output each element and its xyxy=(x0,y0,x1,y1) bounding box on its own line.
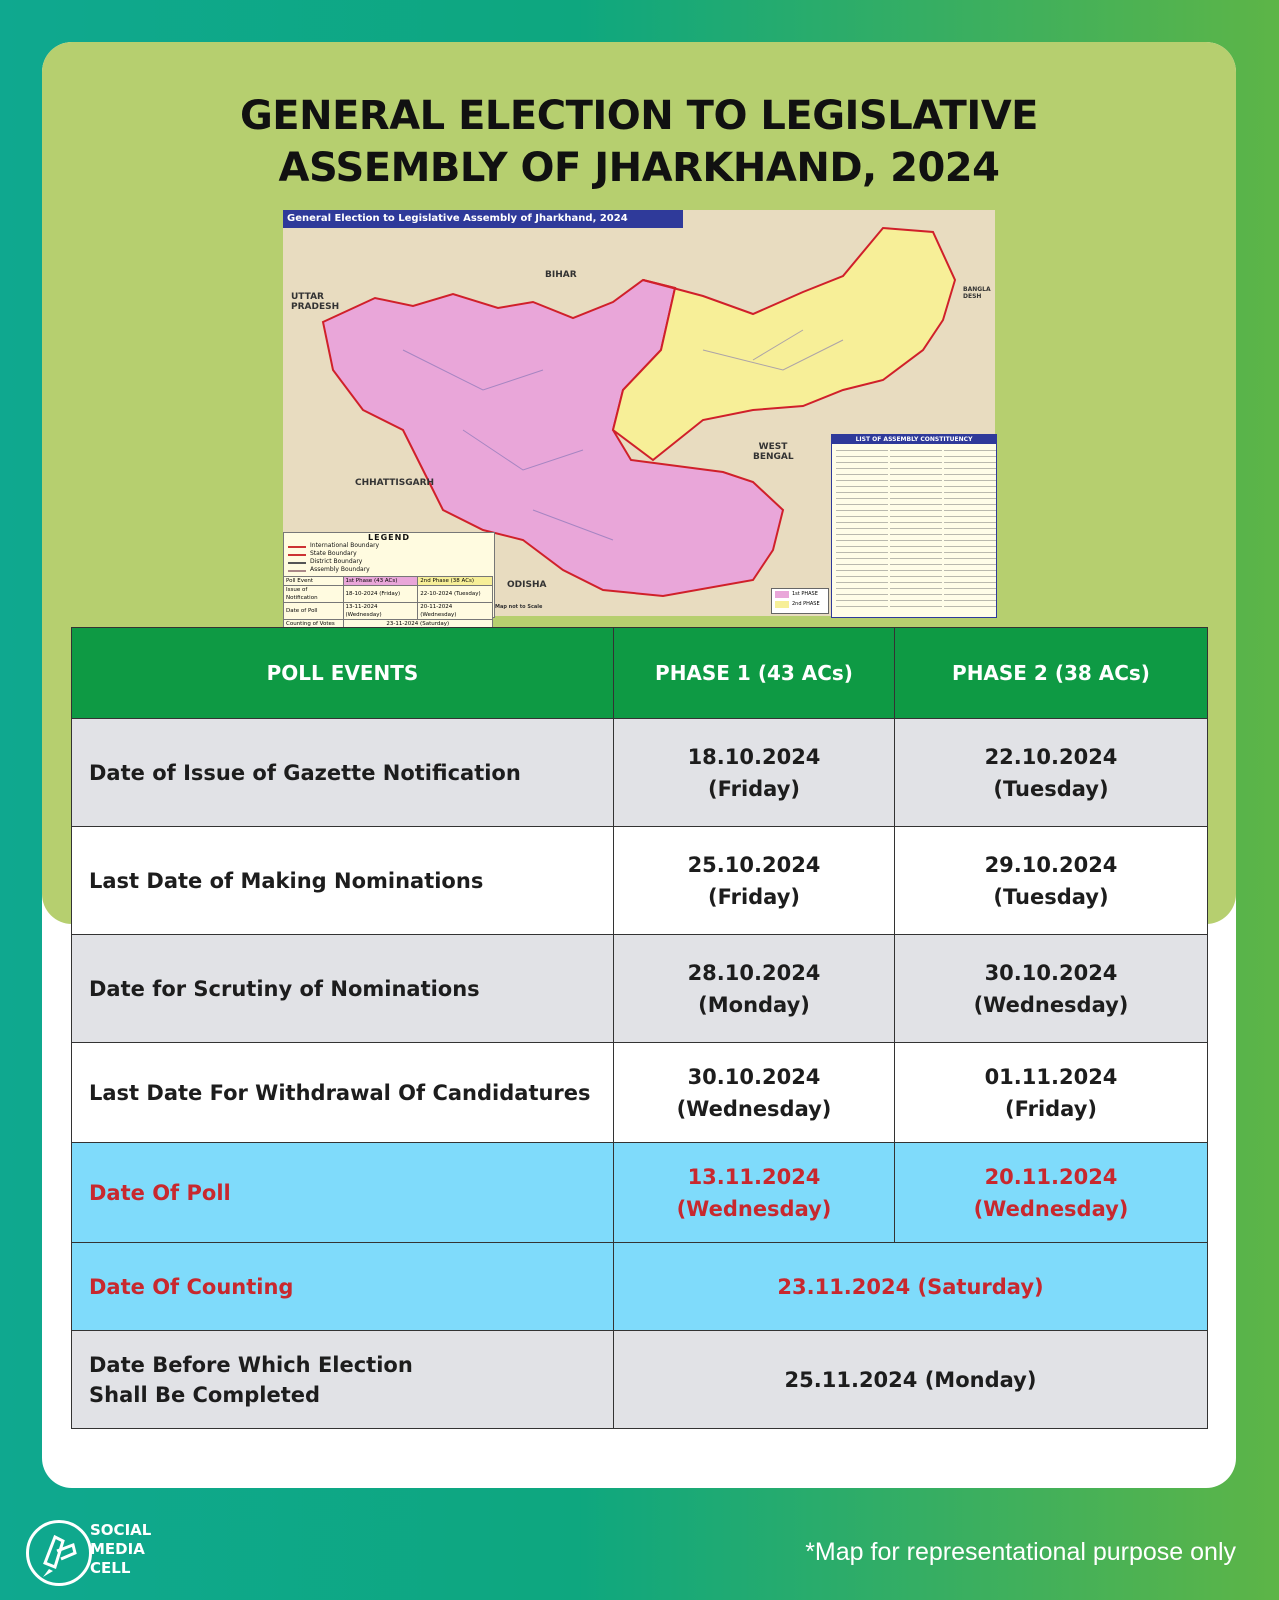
phase-key xyxy=(771,588,829,614)
header-poll-events: POLL EVENTS xyxy=(72,628,614,719)
phase2-date-cell: 01.11.2024 (Friday) xyxy=(895,1043,1208,1143)
logo-text: SOCIAL MEDIA CELL xyxy=(90,1521,152,1577)
assembly-constituency-list xyxy=(831,434,997,618)
ballot-hand-icon xyxy=(29,1523,89,1583)
table-row xyxy=(72,935,1208,1043)
event-label: Last Date of Making Nominations xyxy=(72,827,614,935)
header-phase-1: PHASE 1 (43 ACs) xyxy=(614,628,895,719)
phase-key-2: 2nd PHASE xyxy=(772,599,828,609)
event-label: Last Date For Withdrawal Of Candidatures xyxy=(72,1043,614,1143)
map-scale-note: Map not to Scale xyxy=(495,604,543,610)
phase2-date-cell: 20.11.2024 (Wednesday) xyxy=(895,1143,1208,1243)
constituency-map xyxy=(283,210,995,627)
ac-list-column xyxy=(836,447,888,612)
legend-line-international: International Boundary xyxy=(284,542,494,550)
legend-cell: 23-11-2024 (Saturday) xyxy=(343,620,493,629)
table-row xyxy=(72,827,1208,935)
phase2-date-cell: 29.10.2024 (Tuesday) xyxy=(895,827,1208,935)
table-row xyxy=(72,719,1208,827)
table-row xyxy=(72,1043,1208,1143)
poll-schedule-table xyxy=(71,627,1208,1429)
event-label: Date of Issue of Gazette Notification xyxy=(72,719,614,827)
table-row-completion xyxy=(72,1331,1208,1429)
map-label-chhattisgarh: CHHATTISGARH xyxy=(355,478,435,488)
legend-cell: Issue of Notification xyxy=(284,586,344,603)
table-row-date-of-counting xyxy=(72,1243,1208,1331)
legend-title: LEGEND xyxy=(368,533,410,542)
ac-list-column xyxy=(944,447,996,612)
legend-cell: Poll Event xyxy=(284,577,344,586)
event-label: Date Before Which Election Shall Be Completed xyxy=(72,1331,614,1429)
phase1-date-cell: 25.10.2024 (Friday) xyxy=(614,827,895,935)
legend-line-assembly: Assembly Boundary xyxy=(284,566,494,574)
legend-cell: 1st Phase (43 ACs) xyxy=(343,577,418,586)
map-label-bangladesh: BANGLADESH xyxy=(963,286,991,300)
phase2-region xyxy=(613,228,955,460)
phase1-date-cell: 13.11.2024 (Wednesday) xyxy=(614,1143,895,1243)
legend-cell: Counting of Votes xyxy=(284,620,344,629)
phase2-date-cell: 22.10.2024 (Tuesday) xyxy=(895,719,1208,827)
legend-schedule-table xyxy=(283,576,493,629)
map-label-west-bengal: WEST BENGAL xyxy=(753,442,794,462)
event-label: Date for Scrutiny of Nominations xyxy=(72,935,614,1043)
legend-cell: 18-10-2024 (Friday) xyxy=(343,586,418,603)
legend-cell: Date of Poll xyxy=(284,603,344,620)
legend-line-state: State Boundary xyxy=(284,550,494,558)
ac-list-title: LIST OF ASSEMBLY CONSTITUENCY xyxy=(832,435,996,444)
phase1-date-cell: 28.10.2024 (Monday) xyxy=(614,935,895,1043)
phase1-date-cell: 30.10.2024 (Wednesday) xyxy=(614,1043,895,1143)
counting-date-cell: 23.11.2024 (Saturday) xyxy=(614,1243,1208,1331)
legend-cell: 13-11-2024 (Wednesday) xyxy=(343,603,418,620)
table-header-row xyxy=(72,628,1208,719)
title-line-2: ASSEMBLY OF JHARKHAND, 2024 xyxy=(278,145,1000,191)
phase1-date-cell: 18.10.2024 (Friday) xyxy=(614,719,895,827)
content-card xyxy=(42,42,1236,1488)
map-title: General Election to Legislative Assembly of Jharkhand, 2024 xyxy=(283,210,683,228)
map-label-odisha: ODISHA xyxy=(507,580,547,590)
social-media-cell-logo xyxy=(26,1520,92,1586)
ac-list-column xyxy=(890,447,942,612)
header-phase-2: PHASE 2 (38 ACs) xyxy=(895,628,1208,719)
map-disclaimer: *Map for representational purpose only xyxy=(805,1538,1236,1566)
map-label-uttar-pradesh: UTTAR PRADESH xyxy=(291,292,340,312)
title-line-1: GENERAL ELECTION TO LEGISLATIVE xyxy=(239,93,1039,139)
phase2-date-cell: 30.10.2024 (Wednesday) xyxy=(895,935,1208,1043)
legend-line-district: District Boundary xyxy=(284,558,494,566)
event-label: Date Of Poll xyxy=(72,1143,614,1243)
map-label-bihar: BIHAR xyxy=(545,270,577,280)
table-row-date-of-poll xyxy=(72,1143,1208,1243)
legend-cell: 2nd Phase (38 ACs) xyxy=(418,577,493,586)
legend-cell: 20-11-2024 (Wednesday) xyxy=(418,603,493,620)
page-title xyxy=(42,90,1236,194)
completion-date-cell: 25.11.2024 (Monday) xyxy=(614,1331,1208,1429)
phase-key-1: 1st PHASE xyxy=(772,589,828,599)
event-label: Date Of Counting xyxy=(72,1243,614,1331)
legend-cell: 22-10-2024 (Tuesday) xyxy=(418,586,493,603)
